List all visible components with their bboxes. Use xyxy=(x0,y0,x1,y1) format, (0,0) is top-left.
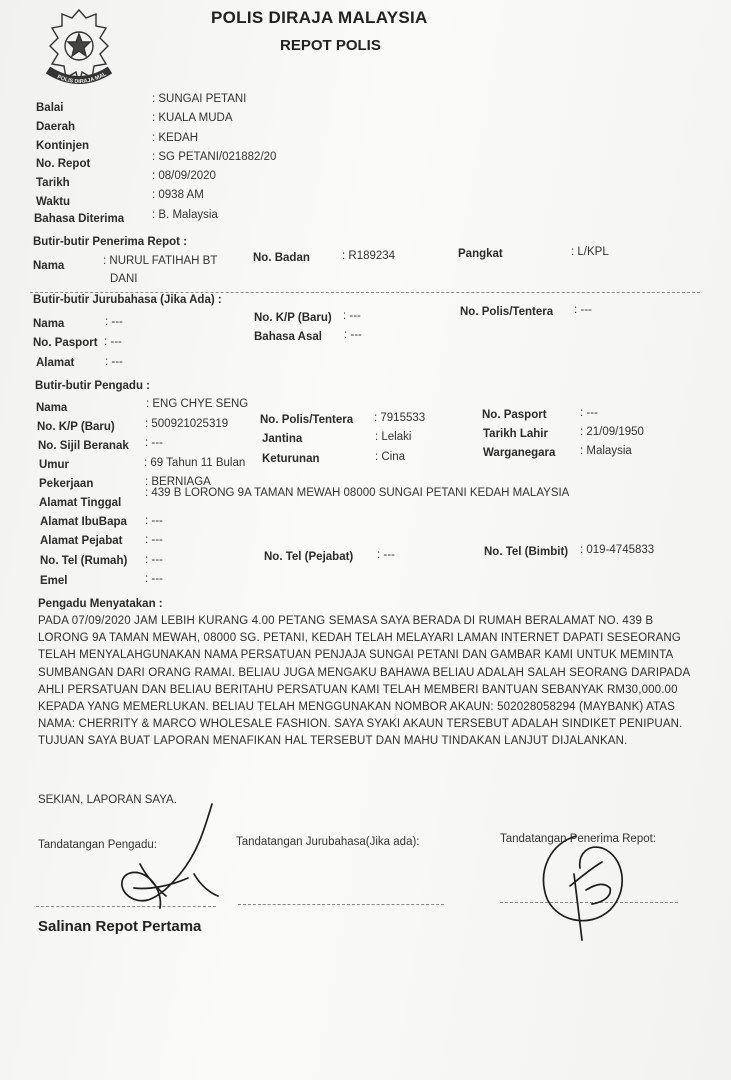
receiver-badge-value: : R189234 xyxy=(342,250,396,262)
statement-heading: Pengadu Menyatakan : xyxy=(38,598,163,610)
complainant-birth-cert-value: : --- xyxy=(145,437,163,449)
receiver-badge-label: No. Badan xyxy=(253,252,310,264)
complainant-address-value: : 439 B LORONG 9A TAMAN MEWAH 08000 SUNGAI PETANI KEDAH MALAYSIA xyxy=(145,487,570,499)
complainant-police-value: : 7915533 xyxy=(374,412,426,424)
value-bahasa-diterima: : B. Malaysia xyxy=(152,209,218,221)
complainant-gender-label: Jantina xyxy=(262,433,303,445)
complainant-office-address-label: Alamat Pejabat xyxy=(40,535,123,547)
complainant-police-label: No. Polis/Tentera xyxy=(260,414,354,426)
label-daerah: Daerah xyxy=(36,121,75,133)
receiver-name-value: : NURUL FATIHAH BT xyxy=(103,255,218,267)
value-tarikh: : 08/09/2020 xyxy=(152,170,216,182)
receiver-rank-value: : L/KPL xyxy=(571,246,609,258)
police-crest-icon xyxy=(36,4,122,90)
divider xyxy=(30,292,700,293)
complainant-name-label: Nama xyxy=(36,402,68,414)
copy-label: Salinan Repot Pertama xyxy=(38,918,202,935)
interpreter-heading: Butir-butir Jurubahasa (Jika Ada) : xyxy=(33,294,222,306)
interpreter-police-value: : --- xyxy=(574,304,592,316)
complainant-office-address-value: : --- xyxy=(145,534,163,546)
complainant-heading: Butir-butir Pengadu : xyxy=(35,380,150,392)
complainant-signature-icon xyxy=(100,800,250,920)
label-bahasa-diterima: Bahasa Diterima xyxy=(34,213,125,225)
complainant-parent-address-value: : --- xyxy=(145,515,163,527)
interpreter-address-label: Alamat xyxy=(36,357,75,369)
interpreter-language-value: : --- xyxy=(344,329,362,341)
complainant-mobile-value: : 019-4745833 xyxy=(580,544,655,556)
complainant-race-label: Keturunan xyxy=(262,453,320,465)
complainant-name-value: : ENG CHYE SENG xyxy=(146,398,249,410)
receiver-name-label: Nama xyxy=(33,260,65,272)
receiver-name-value-2: DANI xyxy=(110,273,138,285)
complainant-nationality-value: : Malaysia xyxy=(580,445,632,457)
value-waktu: : 0938 AM xyxy=(152,189,204,201)
document-subtitle: REPOT POLIS xyxy=(280,37,381,54)
complainant-dob-value: : 21/09/1950 xyxy=(580,426,644,438)
complainant-age-value: : 69 Tahun 11 Bulan xyxy=(144,457,246,469)
complainant-dob-label: Tarikh Lahir xyxy=(483,428,548,440)
complainant-occupation-value: : BERNIAGA xyxy=(145,476,211,488)
complainant-passport-value: : --- xyxy=(580,407,598,419)
svg-text:POLIS DIRAJA MALAYSIA: POLIS DIRAJA MAL xyxy=(56,71,108,86)
interpreter-name-value: : --- xyxy=(105,316,123,328)
interpreter-passport-value: : --- xyxy=(104,336,122,348)
value-balai: : SUNGAI PETANI xyxy=(152,93,247,105)
label-tarikh: Tarikh xyxy=(36,177,70,189)
complainant-birth-cert-label: No. Sijil Beranak xyxy=(38,440,129,452)
interpreter-police-label: No. Polis/Tentera xyxy=(460,306,554,318)
complainant-home-phone-value: : --- xyxy=(145,554,163,566)
complainant-passport-label: No. Pasport xyxy=(482,409,547,421)
receiver-rank-label: Pangkat xyxy=(458,248,503,260)
receiver-signature-icon xyxy=(530,826,640,946)
complainant-ic-value: : 500921025319 xyxy=(145,418,229,430)
interpreter-language-label: Bahasa Asal xyxy=(254,331,322,343)
interpreter-ic-label: No. K/P (Baru) xyxy=(254,312,332,324)
complainant-ic-label: No. K/P (Baru) xyxy=(37,421,115,433)
complainant-address-label: Alamat Tinggal xyxy=(39,497,122,509)
interpreter-signature-label: Tandatangan Jurubahasa(Jika ada): xyxy=(236,836,420,848)
value-kontinjen: : KEDAH xyxy=(152,132,199,144)
statement-text: PADA 07/09/2020 JAM LEBIH KURANG 4.00 PETANG SEMASA SAYA BERADA DI RUMAH BERALAMAT NO. 439 B LORONG 9A TAMAN MEWAH, 08000 SG. PETANI, KEDAH TELAH MELAYARI LAMAN INTERNET DAPATI SESEORANG TELAH MENYALAHGUNAKAN NAMA PERSATUAN PENJAJA SUNGAI PETANI DAN GAMBAR KAMI UNTUK MEMINTA SUMBANGAN DARI ORANG RAMAI. BELIAU JUGA MENGAKU BAHAWA BELIAU ADALAH SALAH SEORANG DARIPADA AHLI PERSATUAN DAN BELIAU BERITAHU PERSATUAN KAMI TELAH MEMBERI BANTUAN SEBANYAK RM30,000.00 KEPADA YANG MEMERLUKAN. BELIAU TELAH MENGGUNAKAN NOMBOR AKAUN: 502028058294 (MAYBANK) ATAS NAMA: CHERRITY & MARCO WHOLESALE FASHION. SAYA SYAKI AKAUN TERSEBUT ADALAH SINDIKET PENIPUAN. TUJUAN SAYA BUAT LAPORAN MENAFIKAN HAL TERSEBUT DAN MAHU TINDAKAN LANJUT DIJALANKAN. xyxy=(38,615,690,748)
interpreter-signature-line xyxy=(238,904,444,905)
interpreter-address-value: : --- xyxy=(105,356,123,368)
complainant-gender-value: : Lelaki xyxy=(375,431,412,443)
label-balai: Balai xyxy=(36,102,64,114)
interpreter-name-label: Nama xyxy=(33,318,65,330)
interpreter-ic-value: : --- xyxy=(343,310,361,322)
complainant-office-phone-label: No. Tel (Pejabat) xyxy=(264,551,354,563)
statement-closing: SEKIAN, LAPORAN SAYA. xyxy=(38,794,177,806)
complainant-home-phone-label: No. Tel (Rumah) xyxy=(40,555,128,567)
interpreter-passport-label: No. Pasport xyxy=(33,337,98,349)
label-waktu: Waktu xyxy=(36,196,71,208)
receiver-heading: Butir-butir Penerima Repot : xyxy=(33,236,187,248)
complainant-signature-label: Tandatangan Pengadu: xyxy=(38,839,157,851)
complainant-office-phone-value: : --- xyxy=(377,549,395,561)
document-title: POLIS DIRAJA MALAYSIA xyxy=(211,8,428,27)
label-kontinjen: Kontinjen xyxy=(36,140,90,152)
complainant-nationality-label: Warganegara xyxy=(483,447,556,459)
complainant-email-value: : --- xyxy=(145,573,163,585)
complainant-race-value: : Cina xyxy=(375,451,406,463)
complainant-occupation-label: Pekerjaan xyxy=(39,478,94,490)
complainant-parent-address-label: Alamat IbuBapa xyxy=(40,516,127,528)
receiver-signature-label: Tandatangan Penerima Repot: xyxy=(500,833,656,845)
value-no-repot: : SG PETANI/021882/20 xyxy=(152,151,277,163)
complainant-mobile-label: No. Tel (Bimbit) xyxy=(484,546,569,558)
label-no-repot: No. Repot xyxy=(36,158,91,170)
complainant-email-label: Emel xyxy=(40,575,68,587)
complainant-age-label: Umur xyxy=(39,459,70,471)
value-daerah: : KUALA MUDA xyxy=(152,112,233,124)
